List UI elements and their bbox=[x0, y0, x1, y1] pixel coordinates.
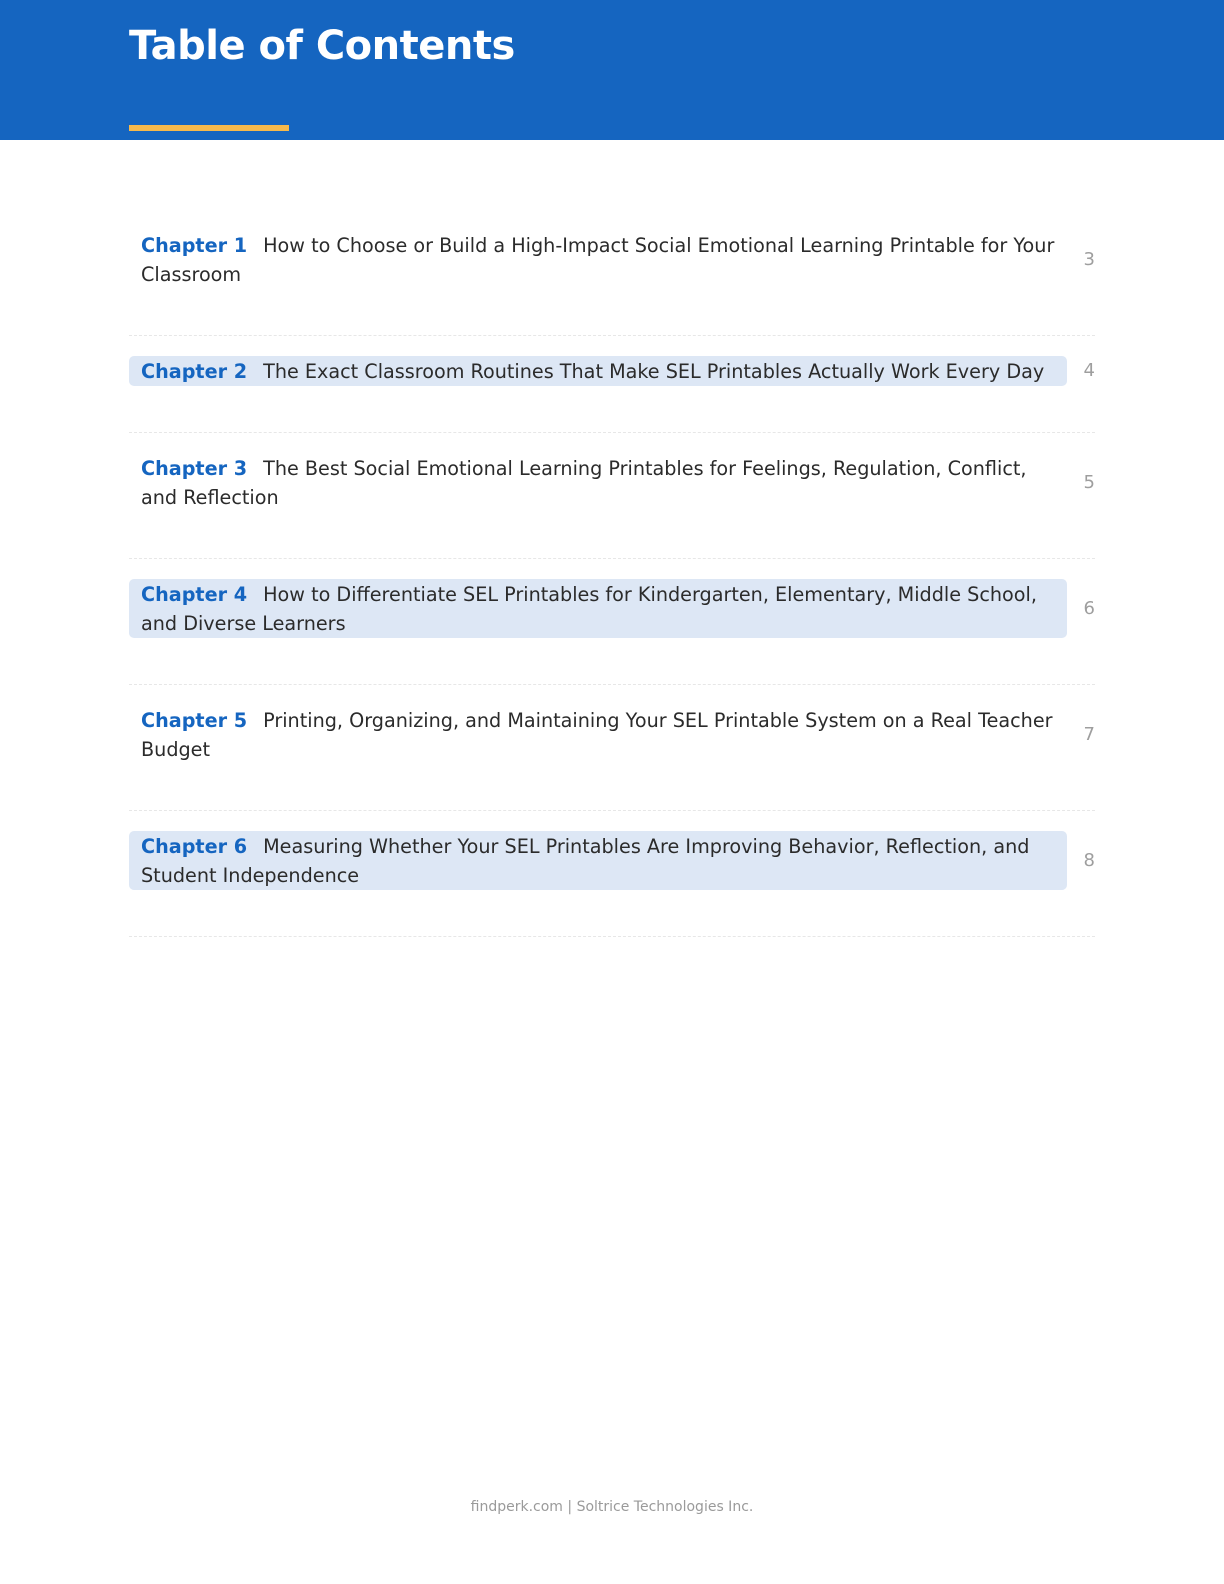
toc-entry-chapter-2[interactable] bbox=[129, 336, 1095, 433]
chapter-title: Printing, Organizing, and Maintaining Your SEL Printable System on a Real Teacher Budget bbox=[141, 709, 1053, 761]
chapter-label: Chapter 1 bbox=[141, 234, 248, 257]
page-number: 5 bbox=[1083, 471, 1095, 493]
toc-entry-box bbox=[129, 579, 1067, 638]
toc-entry-text bbox=[141, 831, 1055, 890]
chapter-label: Chapter 4 bbox=[141, 583, 248, 606]
chapter-label: Chapter 5 bbox=[141, 709, 248, 732]
chapter-label: Chapter 6 bbox=[141, 835, 248, 858]
toc-entry-chapter-3[interactable] bbox=[129, 433, 1095, 559]
chapter-title: Measuring Whether Your SEL Printables Are Improving Behavior, Reflection, and Student Independence bbox=[141, 835, 1030, 887]
toc-entry-text bbox=[141, 230, 1055, 289]
page-number: 4 bbox=[1083, 360, 1095, 381]
chapter-title: How to Choose or Build a High-Impact Social Emotional Learning Printable for Your Classroom bbox=[141, 234, 1055, 286]
chapter-label: Chapter 3 bbox=[141, 457, 248, 480]
footer-text: findperk.com | Soltrice Technologies Inc. bbox=[470, 1499, 754, 1515]
toc-entry-text bbox=[141, 356, 1055, 386]
page-number: 8 bbox=[1083, 849, 1095, 871]
toc-entry-box bbox=[129, 705, 1067, 764]
toc-entry-chapter-1[interactable] bbox=[129, 210, 1095, 336]
toc-entry-box bbox=[129, 230, 1067, 289]
title-accent-bar bbox=[129, 125, 289, 131]
chapter-title: The Exact Classroom Routines That Make SEL Printables Actually Work Every Day bbox=[263, 360, 1045, 383]
page-number: 6 bbox=[1083, 597, 1095, 619]
page-number: 7 bbox=[1083, 723, 1095, 745]
toc-entry-text bbox=[141, 705, 1055, 764]
header-banner bbox=[0, 0, 1224, 140]
chapter-title: How to Differentiate SEL Printables for Kindergarten, Elementary, Middle School, and Diverse Learners bbox=[141, 583, 1037, 635]
toc-list bbox=[129, 210, 1095, 937]
toc-entry-box bbox=[129, 356, 1067, 386]
toc-entry-chapter-6[interactable] bbox=[129, 811, 1095, 937]
toc-entry-text bbox=[141, 579, 1055, 638]
toc-entry-box bbox=[129, 831, 1067, 890]
page-title: Table of Contents bbox=[129, 23, 515, 69]
chapter-label: Chapter 2 bbox=[141, 360, 248, 383]
chapter-title: The Best Social Emotional Learning Printables for Feelings, Regulation, Conflict, and Reflection bbox=[141, 457, 1027, 509]
toc-entry-box bbox=[129, 453, 1067, 512]
toc-entry-text bbox=[141, 453, 1055, 512]
toc-entry-chapter-4[interactable] bbox=[129, 559, 1095, 685]
page-number: 3 bbox=[1083, 248, 1095, 270]
toc-entry-chapter-5[interactable] bbox=[129, 685, 1095, 811]
